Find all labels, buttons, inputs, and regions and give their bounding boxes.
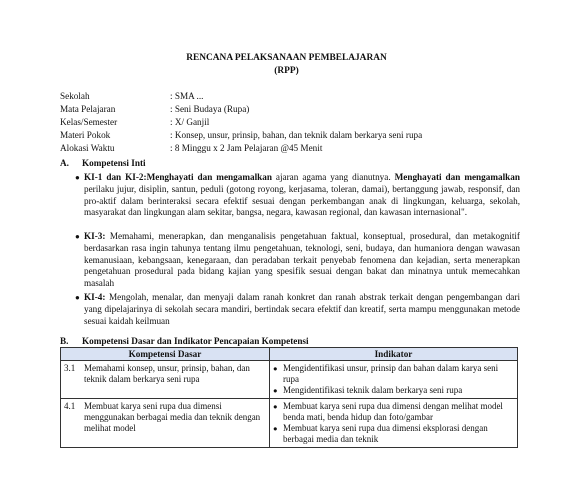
info-value: : Seni Budaya (Rupa) xyxy=(170,104,250,114)
info-label: Sekolah xyxy=(60,91,90,101)
bullet-icon: ● xyxy=(273,386,278,395)
indicator-text: Mengidentifikasi teknik dalam berkarya seni rupa xyxy=(283,385,463,395)
kd-cell xyxy=(61,399,270,448)
document-title: RENCANA PELAKSANAAN PEMBELAJARAN xyxy=(186,53,387,63)
indicator-item xyxy=(273,401,514,423)
ki-text: ajaran agama yang dianutnya. xyxy=(271,172,395,182)
section-number: A. xyxy=(60,158,69,168)
bullet-icon: ● xyxy=(75,173,80,182)
table-header-indikator: Indikator xyxy=(270,348,518,361)
bullet-icon: ● xyxy=(75,232,80,241)
kd-cell xyxy=(61,361,270,399)
indicator-text: Membuat karya seni rupa dua dimensi eksplorasi dengan berbagai media dan teknik xyxy=(283,423,488,444)
kd-text: Membuat karya seni rupa dua dimensi menggunakan berbagai media dan teknik dengan melihat model xyxy=(84,401,261,433)
ki-3-paragraph xyxy=(75,231,520,290)
ki-emphasis: Menghayati dan mengamalkan xyxy=(394,172,520,182)
info-value: : 8 Minggu x 2 Jam Pelajaran @45 Menit xyxy=(170,143,323,153)
ki-text: Memahami, menerapkan, dan menganalisis pengetahuan faktual, konseptual, prosedural, dan metakognitif berdasarkan rasa ingin tahunya tentang ilmu pengetahuan, teknologi, seni, budaya, dan humaniora dengan wawasan kemanusiaan, kebangsaan, kenegaraan, dan peradaban terkait penyebab fenomena dan kejadian, serta menerapkan pengetahuan prosedural pada bidang kajian yang spesifik sesuai dengan bakat dan minatnya untuk memecahkan masalah xyxy=(84,231,520,289)
table-row xyxy=(61,361,518,399)
section-title: Kompetensi Dasar dan Indikator Pencapaian Kompetensi xyxy=(82,336,309,346)
bullet-icon: ● xyxy=(273,364,278,373)
info-value: : X/ Ganjil xyxy=(170,117,210,127)
info-label: Mata Pelajaran xyxy=(60,104,116,114)
info-value: : Konsep, unsur, prinsip, bahan, dan teknik dalam berkarya seni rupa xyxy=(170,130,423,140)
indicator-text: Membuat karya seni rupa dua dimensi dengan melihat model benda mati, benda hidup dan foto/gambar xyxy=(283,401,503,422)
info-label: Alokasi Waktu xyxy=(60,143,115,153)
section-a-heading xyxy=(60,158,146,168)
kd-number: 3.1 xyxy=(64,363,76,373)
document-subtitle: (RPP) xyxy=(274,66,299,76)
ki-emphasis: Menghayati dan mengamalkan xyxy=(146,172,272,182)
indikator-cell xyxy=(270,361,518,399)
table-header-kd: Kompetensi Dasar xyxy=(61,348,270,361)
ki-label: KI-1 dan KI-2: xyxy=(84,172,147,182)
kompetensi-table xyxy=(60,347,518,448)
ki-label: KI-4: xyxy=(84,292,106,302)
ki-text: Mengolah, menalar, dan menyaji dalam ranah konkret dan ranah abstrak terkait dengan pengembangan dari yang dipelajarinya di sekolah secara mandiri, bertindak secara efektif dan kreatif, serta mampu menggunakan metode sesuai kaidah keilmuan xyxy=(84,292,520,326)
info-label: Kelas/Semester xyxy=(60,117,118,127)
indicator-text: Mengidentifikasi unsur, prinsip dan bahan dalam karya seni rupa xyxy=(283,363,499,384)
kd-text: Memahami konsep, unsur, prinsip, bahan, dan teknik dalam berkarya seni rupa xyxy=(84,363,250,384)
ki-text: perilaku jujur, disiplin, santun, peduli (gotong royong, kerjasama, toleran, damai), bertanggung jawab, responsif, dan pro-aktif dalam berinteraksi secara efektif sesuai dengan perkembangan anak di lingkungan, keluarga, sekolah, masyarakat dan lingkungan alam sekitar, bangsa, negara, kawasan regional, dan kawasan internasional". xyxy=(84,183,520,218)
indicator-item xyxy=(273,423,514,445)
section-b-heading xyxy=(60,336,309,346)
section-title: Kompetensi Inti xyxy=(82,158,146,168)
section-number: B. xyxy=(60,336,69,346)
kd-number: 4.1 xyxy=(64,401,76,411)
info-value: : SMA ... xyxy=(170,91,204,101)
ki-4-paragraph xyxy=(75,292,520,327)
info-label: Materi Pokok xyxy=(60,130,111,140)
indikator-cell xyxy=(270,399,518,448)
table-row xyxy=(61,399,518,448)
bullet-icon: ● xyxy=(273,424,278,433)
ki-label: KI-3: xyxy=(84,231,106,241)
bullet-icon: ● xyxy=(75,293,80,302)
bullet-icon: ● xyxy=(273,402,278,411)
ki-1-2-paragraph xyxy=(75,172,520,219)
indicator-item xyxy=(273,385,514,396)
indicator-item xyxy=(273,363,514,385)
table-header-row xyxy=(61,348,518,361)
